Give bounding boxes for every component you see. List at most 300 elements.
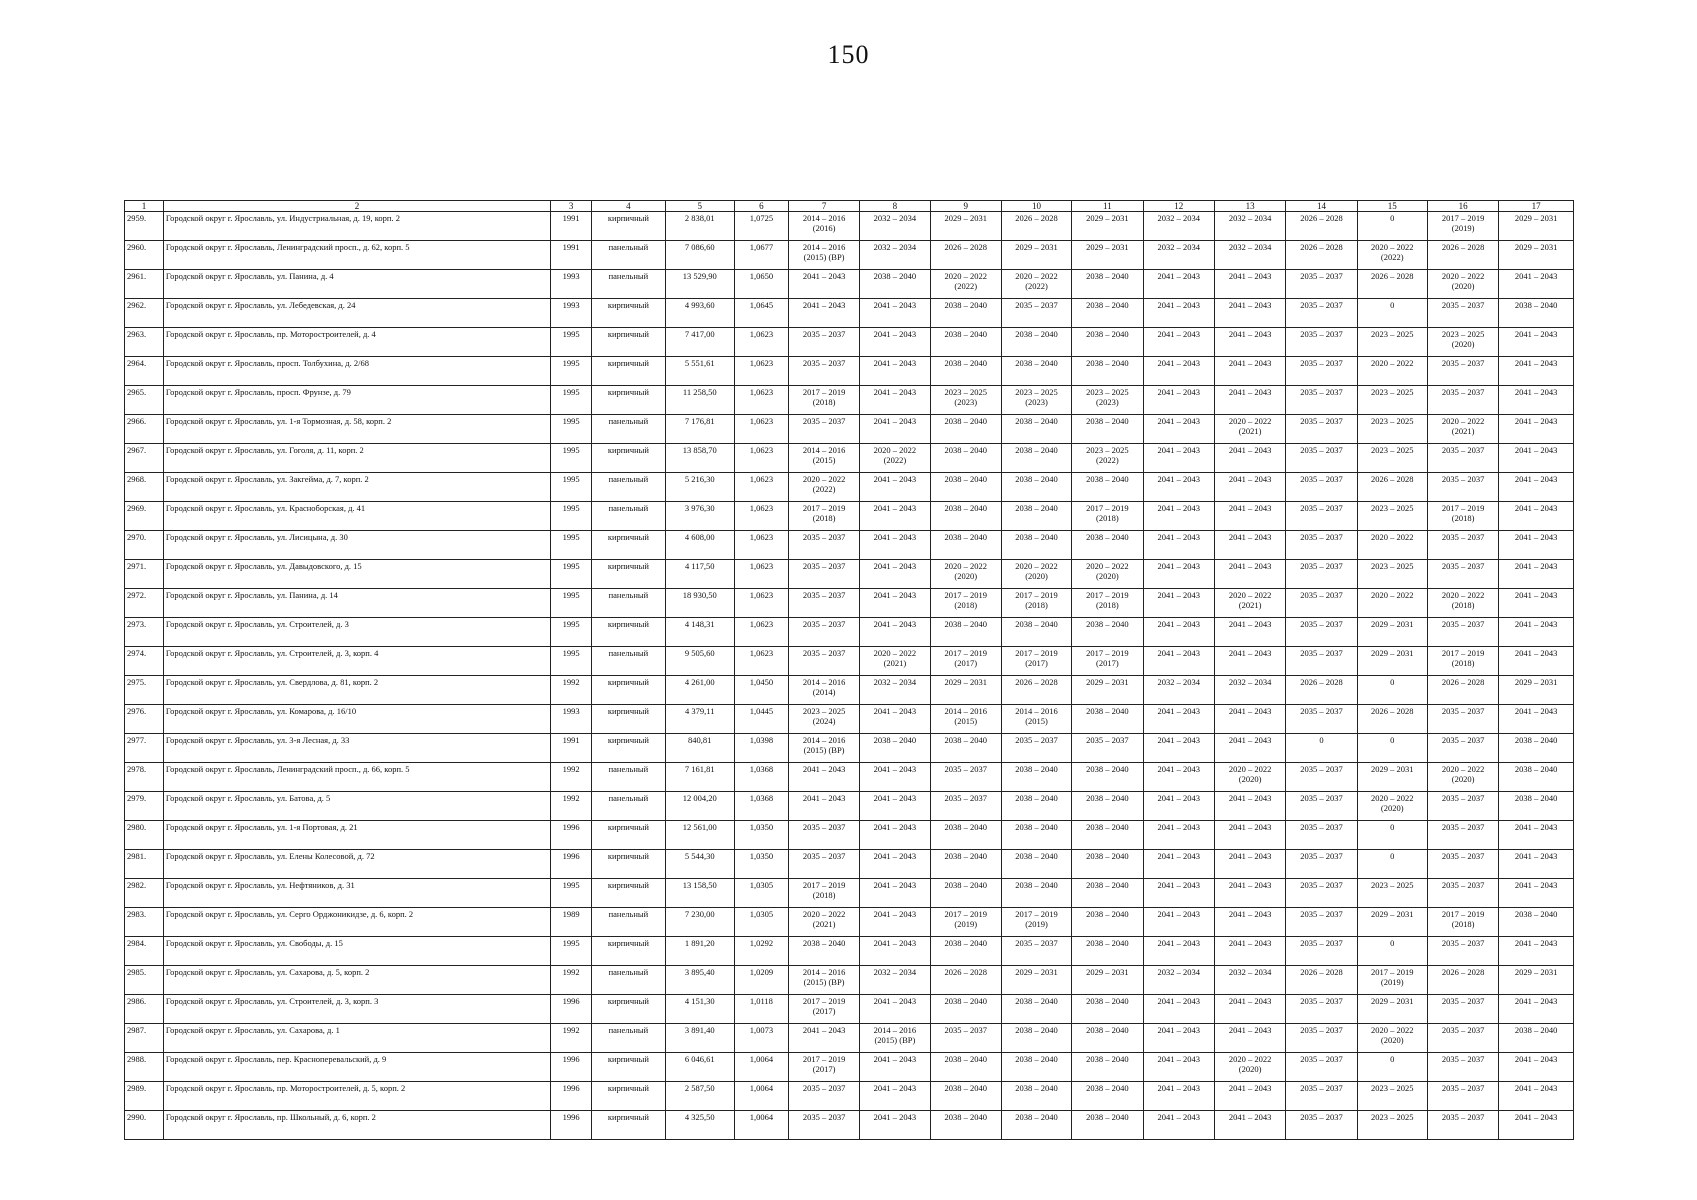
table-cell: кирпичный bbox=[592, 937, 666, 966]
table-cell: 1,0292 bbox=[734, 937, 788, 966]
table-cell: 13 158,50 bbox=[665, 879, 734, 908]
row-number-cell: 2973. bbox=[125, 618, 164, 647]
table-cell: 1,0368 bbox=[734, 763, 788, 792]
table-cell: 2020 – 2022 (2020) bbox=[930, 560, 1001, 589]
table-row bbox=[125, 357, 1574, 386]
table-cell: 2041 – 2043 bbox=[860, 386, 930, 415]
table-cell: 2032 – 2034 bbox=[860, 212, 930, 241]
table-cell: кирпичный bbox=[592, 734, 666, 763]
table-cell: кирпичный bbox=[592, 560, 666, 589]
row-number-cell: 2970. bbox=[125, 531, 164, 560]
table-cell: 2032 – 2034 bbox=[860, 966, 930, 995]
column-number-row bbox=[125, 201, 1574, 212]
table-cell: 2041 – 2043 bbox=[860, 299, 930, 328]
table-row bbox=[125, 937, 1574, 966]
table-cell: кирпичный bbox=[592, 212, 666, 241]
table-cell: 2041 – 2043 bbox=[1143, 995, 1214, 1024]
table-cell: 13 529,90 bbox=[665, 270, 734, 299]
table-cell: 2041 – 2043 bbox=[860, 850, 930, 879]
table-cell: 2032 – 2034 bbox=[1143, 676, 1214, 705]
table-cell: 2038 – 2040 bbox=[1072, 357, 1143, 386]
table-cell: 1995 bbox=[551, 879, 592, 908]
table-cell: 2035 – 2037 bbox=[788, 589, 859, 618]
address-cell: Городской округ г. Ярославль, ул. Строителей, д. 3, корп. 4 bbox=[163, 647, 550, 676]
column-header: 4 bbox=[592, 201, 666, 212]
table-cell: панельный bbox=[592, 502, 666, 531]
table-row bbox=[125, 821, 1574, 850]
table-cell: кирпичный bbox=[592, 618, 666, 647]
table-cell: 2035 – 2037 bbox=[1286, 328, 1357, 357]
table-cell: 1,0725 bbox=[734, 212, 788, 241]
table-cell: 2026 – 2028 bbox=[1001, 676, 1071, 705]
table-cell: 1992 bbox=[551, 966, 592, 995]
table-cell: 2026 – 2028 bbox=[1427, 676, 1498, 705]
table-cell: 1,0368 bbox=[734, 792, 788, 821]
table-cell: 2032 – 2034 bbox=[1214, 676, 1285, 705]
table-cell: 1995 bbox=[551, 531, 592, 560]
table-cell: 2035 – 2037 bbox=[1286, 415, 1357, 444]
address-cell: Городской округ г. Ярославль, пр. Моторостроителей, д. 4 bbox=[163, 328, 550, 357]
table-cell: 3 891,40 bbox=[665, 1024, 734, 1053]
table-cell: 2029 – 2031 bbox=[1072, 676, 1143, 705]
table-cell: 2026 – 2028 bbox=[1357, 270, 1427, 299]
table-cell: 2017 – 2019 (2018) bbox=[788, 386, 859, 415]
table-cell: 1996 bbox=[551, 821, 592, 850]
table-cell: 2041 – 2043 bbox=[860, 415, 930, 444]
row-number-cell: 2980. bbox=[125, 821, 164, 850]
table-cell: 840,81 bbox=[665, 734, 734, 763]
table-cell: 1995 bbox=[551, 618, 592, 647]
address-cell: Городской округ г. Ярославль, ул. Комарова, д. 16/10 bbox=[163, 705, 550, 734]
table-row bbox=[125, 618, 1574, 647]
table-cell: 2038 – 2040 bbox=[1001, 763, 1071, 792]
table-cell: 1995 bbox=[551, 937, 592, 966]
table-cell: 2041 – 2043 bbox=[1499, 1053, 1574, 1082]
table-cell: 2029 – 2031 bbox=[1357, 763, 1427, 792]
table-row bbox=[125, 560, 1574, 589]
table-cell: 2038 – 2040 bbox=[930, 850, 1001, 879]
row-number-cell: 2975. bbox=[125, 676, 164, 705]
table-cell: 1996 bbox=[551, 1082, 592, 1111]
table-cell: 2032 – 2034 bbox=[860, 676, 930, 705]
table-cell: 2041 – 2043 bbox=[1143, 386, 1214, 415]
address-cell: Городской округ г. Ярославль, ул. Панина, д. 14 bbox=[163, 589, 550, 618]
row-number-cell: 2965. bbox=[125, 386, 164, 415]
table-row bbox=[125, 502, 1574, 531]
table-cell: 2026 – 2028 bbox=[1357, 705, 1427, 734]
table-cell: 1,0623 bbox=[734, 647, 788, 676]
row-number-cell: 2972. bbox=[125, 589, 164, 618]
table-cell: 1992 bbox=[551, 763, 592, 792]
table-cell: 2029 – 2031 bbox=[1499, 966, 1574, 995]
table-cell: 1,0064 bbox=[734, 1053, 788, 1082]
table-cell: 2035 – 2037 bbox=[1427, 850, 1498, 879]
address-cell: Городской округ г. Ярославль, пр. Моторостроителей, д. 5, корп. 2 bbox=[163, 1082, 550, 1111]
table-cell: 1,0645 bbox=[734, 299, 788, 328]
table-cell: 2035 – 2037 bbox=[1286, 386, 1357, 415]
table-cell: 1989 bbox=[551, 908, 592, 937]
table-cell: 2041 – 2043 bbox=[860, 560, 930, 589]
table-cell: 1992 bbox=[551, 792, 592, 821]
table-cell: 2038 – 2040 bbox=[1001, 415, 1071, 444]
table-cell: 2038 – 2040 bbox=[930, 821, 1001, 850]
table-cell: 2038 – 2040 bbox=[1001, 1082, 1071, 1111]
table-cell: 2035 – 2037 bbox=[1286, 1024, 1357, 1053]
table-cell: 2041 – 2043 bbox=[1499, 473, 1574, 502]
table-cell: 1,0623 bbox=[734, 328, 788, 357]
table-cell: 2038 – 2040 bbox=[930, 299, 1001, 328]
table-cell: 2020 – 2022 (2022) bbox=[860, 444, 930, 473]
table-cell: 2017 – 2019 (2018) bbox=[1427, 908, 1498, 937]
table-cell: 2038 – 2040 bbox=[1001, 850, 1071, 879]
table-cell: кирпичный bbox=[592, 444, 666, 473]
table-cell: 2038 – 2040 bbox=[1001, 995, 1071, 1024]
table-cell: 2038 – 2040 bbox=[930, 328, 1001, 357]
table-cell: 2035 – 2037 bbox=[1286, 444, 1357, 473]
table-cell: 2041 – 2043 bbox=[860, 589, 930, 618]
table-cell: 1,0623 bbox=[734, 618, 788, 647]
table-cell: 2017 – 2019 (2018) bbox=[1427, 647, 1498, 676]
table-cell: 2041 – 2043 bbox=[1143, 444, 1214, 473]
table-cell: 2041 – 2043 bbox=[788, 270, 859, 299]
table-cell: 1,0305 bbox=[734, 908, 788, 937]
table-cell: 2038 – 2040 bbox=[1072, 270, 1143, 299]
table-cell: 2041 – 2043 bbox=[1499, 850, 1574, 879]
table-cell: 2035 – 2037 bbox=[1286, 1111, 1357, 1140]
table-cell: 2041 – 2043 bbox=[1143, 879, 1214, 908]
row-number-cell: 2974. bbox=[125, 647, 164, 676]
table-cell: 2017 – 2019 (2017) bbox=[1072, 647, 1143, 676]
table-cell: 2041 – 2043 bbox=[1214, 937, 1285, 966]
table-cell: 2035 – 2037 bbox=[1286, 618, 1357, 647]
table-cell: кирпичный bbox=[592, 1082, 666, 1111]
table-cell: 1995 bbox=[551, 415, 592, 444]
row-number-cell: 2983. bbox=[125, 908, 164, 937]
table-cell: 2041 – 2043 bbox=[1143, 1024, 1214, 1053]
table-row bbox=[125, 879, 1574, 908]
table-cell: 2035 – 2037 bbox=[1286, 763, 1357, 792]
table-cell: 2041 – 2043 bbox=[1499, 415, 1574, 444]
table-cell: 3 895,40 bbox=[665, 966, 734, 995]
table-cell: панельный bbox=[592, 908, 666, 937]
table-cell: 2038 – 2040 bbox=[1072, 821, 1143, 850]
address-cell: Городской округ г. Ярославль, ул. Панина, д. 4 bbox=[163, 270, 550, 299]
column-header: 8 bbox=[860, 201, 930, 212]
table-cell: 2014 – 2016 (2014) bbox=[788, 676, 859, 705]
table-cell: 2041 – 2043 bbox=[860, 995, 930, 1024]
table-cell: 1995 bbox=[551, 589, 592, 618]
address-cell: Городской округ г. Ярославль, Ленинградский просп., д. 66, корп. 5 bbox=[163, 763, 550, 792]
table-cell: 1991 bbox=[551, 241, 592, 270]
table-cell: 2041 – 2043 bbox=[1143, 560, 1214, 589]
row-number-cell: 2989. bbox=[125, 1082, 164, 1111]
table-cell: 2038 – 2040 bbox=[930, 734, 1001, 763]
table-row bbox=[125, 415, 1574, 444]
table-row bbox=[125, 908, 1574, 937]
table-cell: 2035 – 2037 bbox=[1286, 850, 1357, 879]
table-row bbox=[125, 734, 1574, 763]
table-cell: 2038 – 2040 bbox=[930, 937, 1001, 966]
table-cell: панельный bbox=[592, 1024, 666, 1053]
table-cell: 0 bbox=[1286, 734, 1357, 763]
table-cell: 2041 – 2043 bbox=[1499, 937, 1574, 966]
address-cell: Городской округ г. Ярославль, ул. Лисицына, д. 30 bbox=[163, 531, 550, 560]
table-cell: 2035 – 2037 bbox=[1286, 879, 1357, 908]
table-cell: 2017 – 2019 (2018) bbox=[788, 879, 859, 908]
table-cell: 1995 bbox=[551, 328, 592, 357]
table-cell: 2041 – 2043 bbox=[788, 763, 859, 792]
table-cell: 2038 – 2040 bbox=[1072, 299, 1143, 328]
table-cell: кирпичный bbox=[592, 1111, 666, 1140]
table-cell: 2032 – 2034 bbox=[1214, 966, 1285, 995]
column-header: 11 bbox=[1072, 201, 1143, 212]
table-cell: 2035 – 2037 bbox=[1286, 473, 1357, 502]
table-cell: 4 379,11 bbox=[665, 705, 734, 734]
table-cell: 2035 – 2037 bbox=[1286, 647, 1357, 676]
table-cell: 2029 – 2031 bbox=[930, 676, 1001, 705]
table-cell: 1,0350 bbox=[734, 821, 788, 850]
table-cell: 2038 – 2040 bbox=[1072, 995, 1143, 1024]
table-cell: 2041 – 2043 bbox=[1214, 444, 1285, 473]
table-cell: 2038 – 2040 bbox=[930, 995, 1001, 1024]
table-cell: 9 505,60 bbox=[665, 647, 734, 676]
table-cell: 2038 – 2040 bbox=[1001, 1111, 1071, 1140]
table-cell: 2041 – 2043 bbox=[860, 908, 930, 937]
table-cell: 2032 – 2034 bbox=[1143, 241, 1214, 270]
row-number-cell: 2962. bbox=[125, 299, 164, 328]
address-cell: Городской округ г. Ярославль, ул. Закгейма, д. 7, корп. 2 bbox=[163, 473, 550, 502]
table-row bbox=[125, 531, 1574, 560]
table-cell: 2041 – 2043 bbox=[1214, 908, 1285, 937]
table-cell: 5 551,61 bbox=[665, 357, 734, 386]
table-cell: 2041 – 2043 bbox=[788, 792, 859, 821]
address-cell: Городской округ г. Ярославль, просп. Фрунзе, д. 79 bbox=[163, 386, 550, 415]
table-cell: 2041 – 2043 bbox=[860, 705, 930, 734]
table-row bbox=[125, 589, 1574, 618]
row-number-cell: 2987. bbox=[125, 1024, 164, 1053]
table-cell: 2035 – 2037 bbox=[1427, 1024, 1498, 1053]
table-cell: 2020 – 2022 (2021) bbox=[1214, 415, 1285, 444]
table-cell: 2026 – 2028 bbox=[1286, 212, 1357, 241]
table-cell: 1,0677 bbox=[734, 241, 788, 270]
row-number-cell: 2961. bbox=[125, 270, 164, 299]
table-cell: 1,0445 bbox=[734, 705, 788, 734]
table-cell: 2035 – 2037 bbox=[1427, 386, 1498, 415]
table-cell: кирпичный bbox=[592, 821, 666, 850]
table-cell: 1,0623 bbox=[734, 357, 788, 386]
table-cell: 2038 – 2040 bbox=[1001, 879, 1071, 908]
table-cell: 2038 – 2040 bbox=[1001, 444, 1071, 473]
table-cell: 2029 – 2031 bbox=[1357, 618, 1427, 647]
table-cell: 2014 – 2016 (2015) (ВР) bbox=[788, 734, 859, 763]
table-cell: 1,0305 bbox=[734, 879, 788, 908]
table-cell: 2041 – 2043 bbox=[1214, 1024, 1285, 1053]
table-cell: 2029 – 2031 bbox=[1072, 241, 1143, 270]
table-cell: 2026 – 2028 bbox=[1286, 676, 1357, 705]
table-cell: 1,0623 bbox=[734, 502, 788, 531]
table-cell: 0 bbox=[1357, 821, 1427, 850]
table-cell: 2035 – 2037 bbox=[1286, 589, 1357, 618]
table-cell: 2041 – 2043 bbox=[860, 821, 930, 850]
row-number-cell: 2985. bbox=[125, 966, 164, 995]
table-cell: 2041 – 2043 bbox=[1143, 618, 1214, 647]
table-row bbox=[125, 966, 1574, 995]
table-cell: 2041 – 2043 bbox=[1499, 821, 1574, 850]
table-cell: 2035 – 2037 bbox=[788, 415, 859, 444]
table-cell: 2035 – 2037 bbox=[1286, 531, 1357, 560]
table-cell: 2041 – 2043 bbox=[1214, 502, 1285, 531]
page-number: 150 bbox=[827, 40, 870, 69]
table-cell: 2041 – 2043 bbox=[860, 763, 930, 792]
row-number-cell: 2963. bbox=[125, 328, 164, 357]
table-cell: кирпичный bbox=[592, 531, 666, 560]
table-cell: 2032 – 2034 bbox=[1214, 241, 1285, 270]
table-cell: 2041 – 2043 bbox=[1143, 850, 1214, 879]
table-cell: 13 858,70 bbox=[665, 444, 734, 473]
table-cell: 2041 – 2043 bbox=[1214, 328, 1285, 357]
address-cell: Городской округ г. Ярославль, ул. Строителей, д. 3, корп. 3 bbox=[163, 995, 550, 1024]
row-number-cell: 2971. bbox=[125, 560, 164, 589]
table-cell: 1,0623 bbox=[734, 444, 788, 473]
table-cell: 2041 – 2043 bbox=[860, 531, 930, 560]
table-cell: 2041 – 2043 bbox=[1143, 705, 1214, 734]
table-cell: панельный bbox=[592, 966, 666, 995]
column-header: 5 bbox=[665, 201, 734, 212]
table-cell: 2041 – 2043 bbox=[1499, 357, 1574, 386]
table-cell: 2038 – 2040 bbox=[930, 444, 1001, 473]
table-cell: 1991 bbox=[551, 212, 592, 241]
table-cell: 2017 – 2019 (2017) bbox=[788, 995, 859, 1024]
address-cell: Городской округ г. Ярославль, ул. Елены Колесовой, д. 72 bbox=[163, 850, 550, 879]
table-cell: 2041 – 2043 bbox=[860, 328, 930, 357]
table-cell: 2017 – 2019 (2019) bbox=[1427, 212, 1498, 241]
table-cell: 2038 – 2040 bbox=[1001, 473, 1071, 502]
table-cell: 2038 – 2040 bbox=[1072, 705, 1143, 734]
table-cell: 1992 bbox=[551, 1024, 592, 1053]
table-cell: 2017 – 2019 (2018) bbox=[1072, 589, 1143, 618]
table-row bbox=[125, 995, 1574, 1024]
table-cell: 2041 – 2043 bbox=[1214, 821, 1285, 850]
table-cell: 5 544,30 bbox=[665, 850, 734, 879]
table-cell: 2035 – 2037 bbox=[1427, 879, 1498, 908]
table-cell: 2023 – 2025 bbox=[1357, 1082, 1427, 1111]
table-cell: 2038 – 2040 bbox=[1072, 328, 1143, 357]
row-number-cell: 2979. bbox=[125, 792, 164, 821]
table-body bbox=[125, 212, 1574, 1140]
table-cell: 2041 – 2043 bbox=[1143, 357, 1214, 386]
table-cell: 2023 – 2025 (2022) bbox=[1072, 444, 1143, 473]
table-cell: 2038 – 2040 bbox=[788, 937, 859, 966]
table-cell: 2041 – 2043 bbox=[1143, 299, 1214, 328]
table-cell: 2041 – 2043 bbox=[1214, 734, 1285, 763]
table-cell: 1,0650 bbox=[734, 270, 788, 299]
table-cell: 2035 – 2037 bbox=[1427, 444, 1498, 473]
table-cell: 2041 – 2043 bbox=[1499, 705, 1574, 734]
table-cell: 2035 – 2037 bbox=[788, 647, 859, 676]
table-cell: 2038 – 2040 bbox=[1001, 1024, 1071, 1053]
table-cell: 2020 – 2022 (2021) bbox=[1214, 589, 1285, 618]
table-cell: кирпичный bbox=[592, 386, 666, 415]
table-cell: 7 417,00 bbox=[665, 328, 734, 357]
table-cell: 1995 bbox=[551, 502, 592, 531]
table-cell: 2041 – 2043 bbox=[1214, 850, 1285, 879]
table-cell: 2017 – 2019 (2018) bbox=[788, 502, 859, 531]
table-cell: 2020 – 2022 (2020) bbox=[1001, 560, 1071, 589]
table-cell: 12 561,00 bbox=[665, 821, 734, 850]
table-cell: 2038 – 2040 bbox=[930, 1111, 1001, 1140]
table-cell: 2041 – 2043 bbox=[860, 1082, 930, 1111]
table-cell: 2035 – 2037 bbox=[1427, 995, 1498, 1024]
table-cell: 2041 – 2043 bbox=[1214, 1111, 1285, 1140]
table-cell: 2038 – 2040 bbox=[1072, 1082, 1143, 1111]
table-cell: 1996 bbox=[551, 850, 592, 879]
table-cell: 2026 – 2028 bbox=[1357, 473, 1427, 502]
address-cell: Городской округ г. Ярославль, ул. Лебедевская, д. 24 bbox=[163, 299, 550, 328]
table-cell: 2017 – 2019 (2018) bbox=[1072, 502, 1143, 531]
table-cell: 1996 bbox=[551, 1111, 592, 1140]
table-cell: 0 bbox=[1357, 734, 1427, 763]
table-cell: 2032 – 2034 bbox=[1143, 212, 1214, 241]
table-cell: 2029 – 2031 bbox=[1001, 966, 1071, 995]
table-cell: 1,0209 bbox=[734, 966, 788, 995]
table-cell: 2026 – 2028 bbox=[1286, 241, 1357, 270]
address-cell: Городской округ г. Ярославль, ул. Давыдовского, д. 15 bbox=[163, 560, 550, 589]
table-cell: 2041 – 2043 bbox=[1143, 647, 1214, 676]
table-cell: 2041 – 2043 bbox=[1214, 473, 1285, 502]
table-cell: 2041 – 2043 bbox=[1143, 908, 1214, 937]
table-cell: 2038 – 2040 bbox=[1072, 1024, 1143, 1053]
table-cell: 2041 – 2043 bbox=[860, 1111, 930, 1140]
table-cell: 18 930,50 bbox=[665, 589, 734, 618]
table-cell: 2026 – 2028 bbox=[930, 966, 1001, 995]
table-cell: 2038 – 2040 bbox=[1499, 908, 1574, 937]
table-cell: 2020 – 2022 bbox=[1357, 531, 1427, 560]
table-cell: панельный bbox=[592, 792, 666, 821]
table-cell: 2041 – 2043 bbox=[1214, 299, 1285, 328]
table-cell: 2041 – 2043 bbox=[788, 299, 859, 328]
row-number-cell: 2967. bbox=[125, 444, 164, 473]
address-cell: Городской округ г. Ярославль, ул. Сахарова, д. 1 bbox=[163, 1024, 550, 1053]
table-cell: 1,0118 bbox=[734, 995, 788, 1024]
table-cell: панельный bbox=[592, 270, 666, 299]
table-cell: 2038 – 2040 bbox=[1072, 908, 1143, 937]
address-cell: Городской округ г. Ярославль, ул. Батова, д. 5 bbox=[163, 792, 550, 821]
table-row bbox=[125, 1111, 1574, 1140]
table-cell: 2041 – 2043 bbox=[1214, 531, 1285, 560]
table-cell: 2038 – 2040 bbox=[860, 270, 930, 299]
address-cell: Городской округ г. Ярославль, ул. Серго Орджоникидзе, д. 6, корп. 2 bbox=[163, 908, 550, 937]
table-cell: 2038 – 2040 bbox=[1499, 734, 1574, 763]
table-cell: 2014 – 2016 (2015) (ВР) bbox=[788, 241, 859, 270]
table-cell: 2038 – 2040 bbox=[1001, 618, 1071, 647]
table-cell: 2023 – 2025 bbox=[1357, 1111, 1427, 1140]
table-cell: 2038 – 2040 bbox=[1499, 299, 1574, 328]
table-cell: 2023 – 2025 (2023) bbox=[1001, 386, 1071, 415]
address-cell: Городской округ г. Ярославль, просп. Толбухина, д. 2/68 bbox=[163, 357, 550, 386]
address-cell: Городской округ г. Ярославль, ул. Нефтяников, д. 31 bbox=[163, 879, 550, 908]
table-cell: 2038 – 2040 bbox=[1499, 763, 1574, 792]
table-cell: 2041 – 2043 bbox=[1499, 995, 1574, 1024]
table-cell: 2035 – 2037 bbox=[1286, 821, 1357, 850]
row-number-cell: 2981. bbox=[125, 850, 164, 879]
table-cell: 2041 – 2043 bbox=[860, 502, 930, 531]
address-cell: Городской округ г. Ярославль, пр. Школьный, д. 6, корп. 2 bbox=[163, 1111, 550, 1140]
table-cell: 2014 – 2016 (2015) bbox=[1001, 705, 1071, 734]
address-cell: Городской округ г. Ярославль, пер. Красноперевальский, д. 9 bbox=[163, 1053, 550, 1082]
table-cell: 1,0064 bbox=[734, 1082, 788, 1111]
table-cell: 2035 – 2037 bbox=[1072, 734, 1143, 763]
table-cell: 2023 – 2025 (2023) bbox=[930, 386, 1001, 415]
